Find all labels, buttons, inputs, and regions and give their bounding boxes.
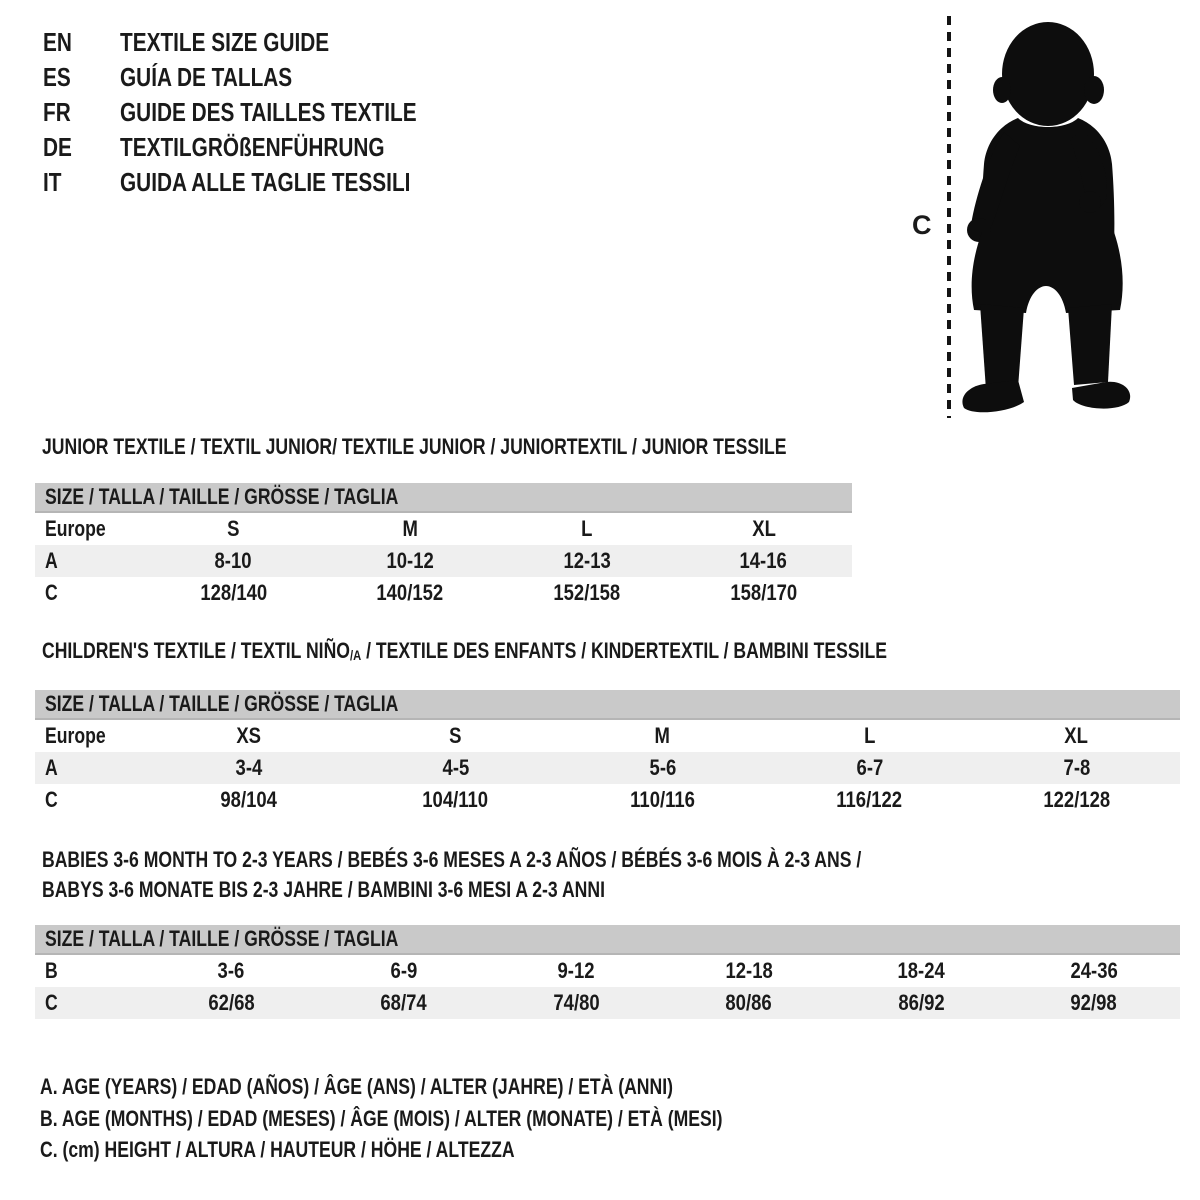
age-cell: 7-8: [1063, 755, 1090, 780]
language-code: DE: [43, 132, 72, 162]
table-row-height: [35, 577, 852, 609]
row-label: A: [45, 548, 58, 573]
row-label: C: [45, 990, 58, 1015]
age-cell: 6-7: [856, 755, 883, 780]
table-row-age: [35, 752, 1180, 784]
height-cell: 80/86: [725, 990, 772, 1015]
height-cell: 140/152: [376, 580, 444, 605]
height-measure-line: [946, 16, 952, 418]
legend-line-c: C. (cm) HEIGHT / ALTURA / HAUTEUR / HÖHE / ALTEZZA: [40, 1137, 515, 1162]
junior-section-title: JUNIOR TEXTILE / TEXTIL JUNIOR/ TEXTILE JUNIOR / JUNIORTEXTIL / JUNIOR TESSILE: [42, 434, 787, 459]
children-size-table: [35, 690, 1180, 816]
language-code: FR: [43, 97, 71, 127]
nino-a-subscript: /A: [349, 647, 362, 663]
months-cell: 3-6: [217, 958, 245, 983]
height-cell: 104/110: [422, 787, 489, 812]
height-cell: 152/158: [553, 580, 621, 605]
size-cell: XL: [1064, 723, 1089, 748]
height-cell: 98/104: [220, 787, 277, 812]
babies-table-header: SIZE / TALLA / TAILLE / GRÖSSE / TAGLIA: [35, 925, 1180, 955]
height-cell: 86/92: [898, 990, 945, 1015]
size-cell: L: [863, 723, 876, 748]
language-title: GUIDE DES TAILLES TEXTILE: [120, 97, 417, 127]
height-cell: 62/68: [208, 990, 255, 1015]
row-label: B: [45, 958, 58, 983]
months-cell: 9-12: [557, 958, 595, 983]
age-cell: 3-4: [235, 755, 262, 780]
height-measure-label: C: [912, 210, 932, 240]
size-cell: M: [654, 723, 671, 748]
size-cell: XS: [236, 723, 261, 748]
table-row-height: [35, 987, 1180, 1019]
language-code: IT: [43, 167, 62, 197]
babies-title-line1: BABIES 3-6 MONTH TO 2-3 YEARS / BEBÉS 3-6 MESES A 2-3 AÑOS / BÉBÉS 3-6 MOIS À 2-3 ANS /: [42, 847, 862, 872]
height-cell: 116/122: [836, 787, 903, 812]
row-label: C: [45, 580, 58, 605]
age-cell: 5-6: [649, 755, 676, 780]
height-cell: 110/116: [630, 787, 695, 812]
row-label: Europe: [45, 516, 106, 541]
language-code: ES: [43, 62, 71, 92]
table-row-europe: [35, 513, 852, 545]
language-row-de: [43, 130, 491, 165]
height-cell: 68/74: [380, 990, 427, 1015]
size-cell: XL: [751, 516, 776, 541]
language-title: GUIDA ALLE TAGLIE TESSILI: [120, 167, 411, 197]
toddler-silhouette-icon: [960, 14, 1140, 419]
months-cell: 18-24: [897, 958, 945, 983]
junior-size-table: [35, 483, 852, 609]
months-cell: 6-9: [390, 958, 418, 983]
language-title: GUÍA DE TALLAS: [120, 62, 293, 92]
row-label: Europe: [45, 723, 106, 748]
children-table-header: SIZE / TALLA / TAILLE / GRÖSSE / TAGLIA: [35, 690, 1180, 720]
language-title: TEXTILE SIZE GUIDE: [120, 27, 330, 57]
height-cell: 128/140: [199, 580, 267, 605]
row-label: C: [45, 787, 58, 812]
height-cell: 122/128: [1043, 787, 1110, 812]
language-row-es: [43, 60, 491, 95]
children-section-title: CHILDREN'S TEXTILE / TEXTIL NIÑO/A / TEXTILE DES ENFANTS / KINDERTEXTIL / BAMBINI TESSILE: [42, 638, 887, 663]
size-cell: M: [402, 516, 418, 541]
language-list: [43, 25, 491, 200]
size-cell: S: [449, 723, 462, 748]
babies-size-table: [35, 925, 1180, 1019]
age-cell: 8-10: [214, 548, 252, 573]
language-row-it: [43, 165, 491, 200]
table-row-height: [35, 784, 1180, 816]
babies-title-line2: BABYS 3-6 MONATE BIS 2-3 JAHRE / BAMBINI 3-6 MESI A 2-3 ANNI: [42, 877, 605, 902]
height-cell: 74/80: [553, 990, 600, 1015]
months-cell: 24-36: [1070, 958, 1118, 983]
legend-line-a: A. AGE (YEARS) / EDAD (AÑOS) / ÂGE (ANS) / ALTER (JAHRE) / ETÀ (ANNI): [40, 1074, 673, 1099]
row-label: A: [45, 755, 58, 780]
height-cell: 158/170: [730, 580, 798, 605]
language-code: EN: [43, 27, 72, 57]
language-row-en: [43, 25, 491, 60]
language-title: TEXTILGRÖßENFÜHRUNG: [120, 132, 385, 162]
height-cell: 92/98: [1070, 990, 1117, 1015]
size-cell: L: [581, 516, 593, 541]
junior-table-header: SIZE / TALLA / TAILLE / GRÖSSE / TAGLIA: [35, 483, 852, 513]
table-row-months: [35, 955, 1180, 987]
age-cell: 12-13: [563, 548, 611, 573]
months-cell: 12-18: [725, 958, 773, 983]
table-row-europe: [35, 720, 1180, 752]
legend-line-b: B. AGE (MONTHS) / EDAD (MESES) / ÂGE (MOIS) / ALTER (MONATE) / ETÀ (MESI): [40, 1106, 723, 1131]
size-cell: S: [227, 516, 240, 541]
table-row-age: [35, 545, 852, 577]
age-cell: 4-5: [442, 755, 469, 780]
babies-section-title: [42, 847, 1066, 903]
age-cell: 10-12: [386, 548, 434, 573]
age-cell: 14-16: [739, 548, 788, 573]
language-row-fr: [43, 95, 491, 130]
